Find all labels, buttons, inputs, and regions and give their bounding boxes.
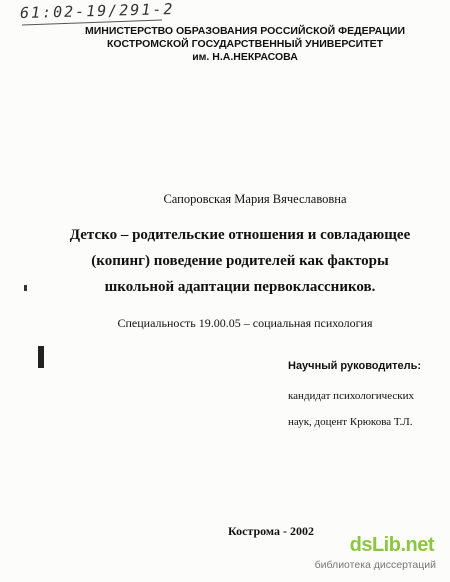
- institution-header: [40, 25, 450, 64]
- supervisor-degree-line-2: наук, доцент Крюкова Т.Л.: [288, 416, 413, 428]
- watermark-logo[interactable]: dsLib.net: [349, 534, 434, 556]
- author-name: Сапоровская Мария Вячеславовна: [163, 192, 347, 206]
- supervisor-degree-line-1: кандидат психологических: [288, 390, 414, 402]
- dslib-watermark[interactable]: [314, 534, 438, 574]
- margin-mark-bar: [38, 346, 44, 368]
- title-line-2: (копинг) поведение родителей как факторы: [91, 253, 389, 269]
- handwritten-catalog-code: 61:02-19/291-2: [19, 0, 175, 23]
- university-line: КОСТРОМСКОЙ ГОСУДАРСТВЕННЫЙ УНИВЕРСИТЕТ: [106, 38, 384, 50]
- university-name-line: им. Н.А.НЕКРАСОВА: [192, 51, 298, 63]
- supervisor-heading: Научный руководитель:: [288, 360, 422, 372]
- thesis-title: [30, 222, 450, 300]
- specialty-line: Специальность 19.00.05 – социальная психология: [117, 316, 373, 330]
- title-line-1: Детско – родительские отношения и совладающее: [69, 227, 411, 243]
- watermark-subtitle: библиотека диссертаций: [314, 559, 436, 571]
- margin-mark-dot: [24, 285, 27, 291]
- ministry-line: МИНИСТЕРСТВО ОБРАЗОВАНИЯ РОССИЙСКОЙ ФЕДЕРАЦИИ: [84, 25, 406, 37]
- city-year: Кострома - 2002: [228, 524, 315, 538]
- title-line-3: школьной адаптации первоклассников.: [104, 279, 376, 295]
